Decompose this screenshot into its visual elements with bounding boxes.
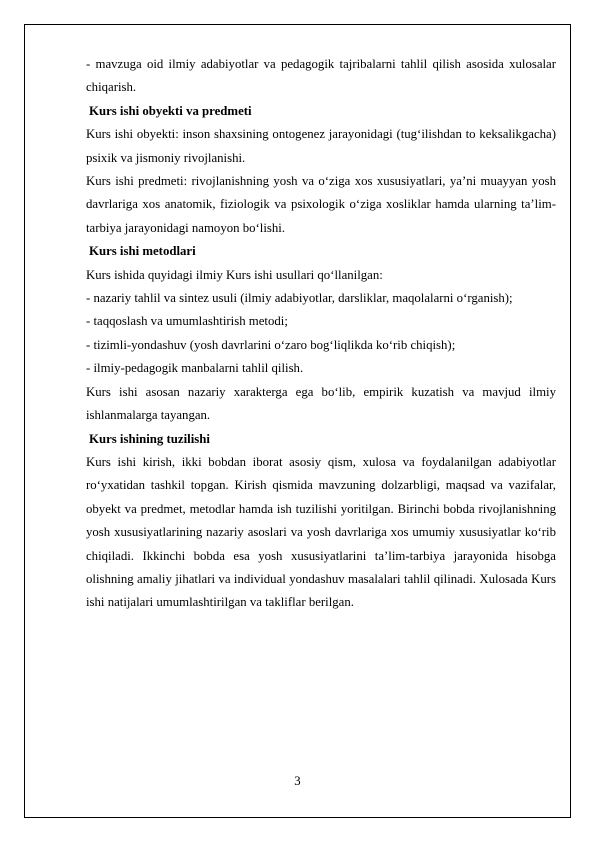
paragraph-methods-closing: Kurs ishi asosan nazariy xarakterga ega bo‘lib, empirik kuzatish va mavjud ilmiy ishlanmalarga tayangan. [86,384,556,423]
document-body [86,53,556,615]
paragraph-subject: Kurs ishi predmeti: rivojlanishning yosh va o‘ziga xos xususiyatlari, ya’ni muayyan yosh davrlariga xos anatomik, fiziologik va psixologik o‘ziga xosliklar hamda ularning ta’lim-tarbiya jarayonidagi namoyon bo‘lishi. [86,174,556,235]
list-item: - taqqoslash va umumlashtirish metodi; [86,314,288,329]
paragraph-methods-intro: Kurs ishida quyidagi ilmiy Kurs ishi usullari qo‘llanilgan: [86,267,383,282]
page-number: 3 [294,774,301,788]
heading-structure: Kurs ishining tuzilishi [89,431,210,446]
list-item: - nazariy tahlil va sintez usuli (ilmiy adabiyotlar, darsliklar, maqolalarni o‘rganish); [86,291,513,306]
paragraph-conclusion-task: - mavzuga oid ilmiy adabiyotlar va pedagogik tajribalarni tahlil qilish asosida xulosalar chiqarish. [86,57,556,95]
paragraph-structure: Kurs ishi kirish, ikki bobdan iborat asosiy qism, xulosa va foydalanilgan adabiyotlar ro‘yxatidan tashkil topgan. Kirish qismida mavzuning dolzarbligi, maqsad va vazifalar, obyekt va predmet, metodlar hamda ish tuzilishi yoritilgan. Birinchi bobda rivojlanishning yosh xususiyatlarining nazariy asoslari va yosh davrlariga xos umumiy xususiyatlar ko‘rib chiqiladi. Ikkinchi bobda esa yosh xususiyatlarini ta’lim-tarbiya jarayonida hisobga olishning amaliy jihatlari va individual yondashuv masalalari tahlil qilinadi. Xulosada Kurs ishi natijalari umumlashtirilgan va takliflar berilgan. [86,454,556,610]
list-item: - tizimli-yondashuv (yosh davrlarini o‘zaro bog‘liqlikda ko‘rib chiqish); [86,337,456,352]
heading-object-subject: Kurs ishi obyekti va predmeti [89,103,252,118]
list-item: - ilmiy-pedagogik manbalarni tahlil qilish. [86,361,304,376]
heading-methods: Kurs ishi metodlari [89,244,196,259]
paragraph-object: Kurs ishi obyekti: inson shaxsining ontogenez jarayonidagi (tug‘ilishdan to keksalikgacha) psixik va jismoniy rivojlanishi. [86,127,556,165]
